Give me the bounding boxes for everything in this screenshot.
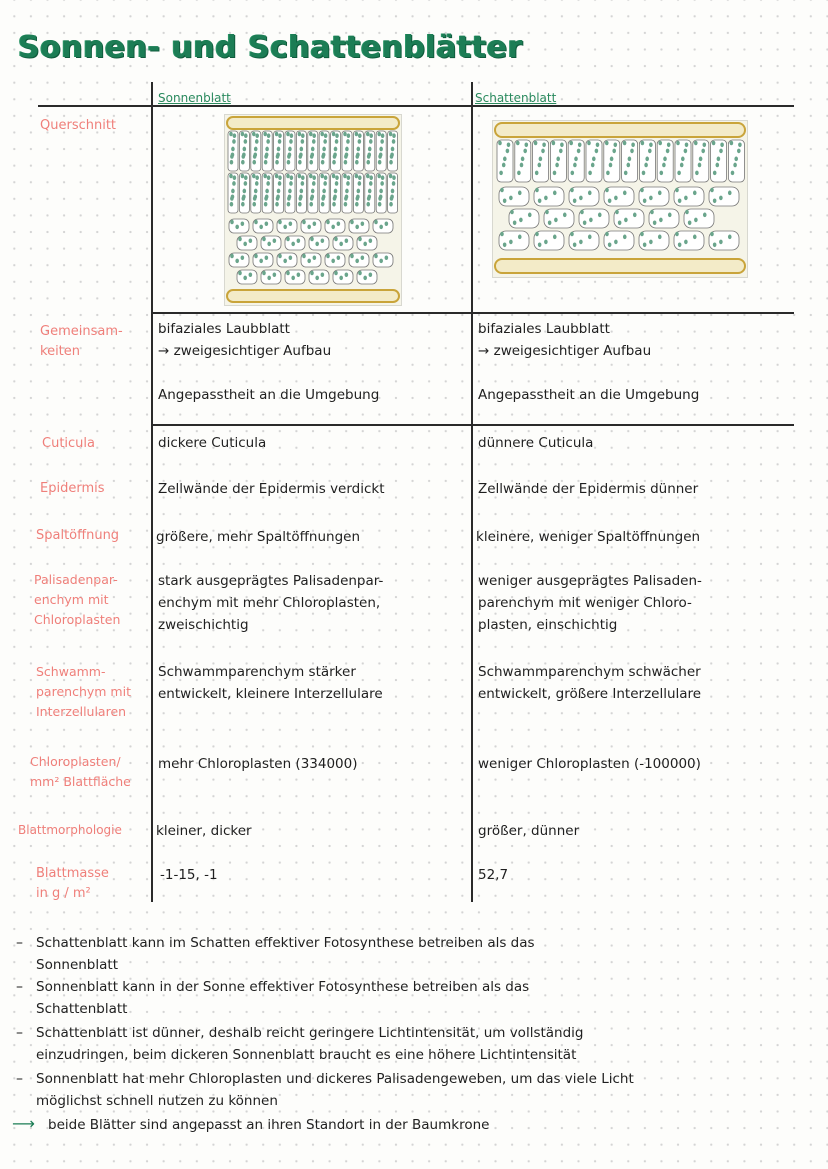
row-label-mass: Blattmasse in g / m² <box>36 866 109 901</box>
row-label-cross-section: Querschnitt <box>40 118 117 133</box>
dash-icon: – <box>16 935 23 951</box>
sun-epidermis: Zellwände der Epidermis verdickt <box>158 481 385 497</box>
row-label-stomata: Spaltöffnung <box>36 528 120 543</box>
shade-common: bifaziales Laubblatt → zweigesichtiger Aufbau Angepasstheit an die Umgebung <box>478 321 700 403</box>
row-divider-cross-section <box>151 312 794 314</box>
shade-epidermis: Zellwände der Epidermis dünner <box>478 481 699 497</box>
row-label-cuticula: Cuticula <box>42 436 95 451</box>
shade-morphology: größer, dünner <box>478 823 580 839</box>
row-label-chloroplasts: Chloroplasten/ mm² Blattfläche <box>30 754 131 789</box>
row-label-palisade: Palisadenpar- enchym mit Chloroplasten <box>34 572 121 627</box>
note-conclusion: beide Blätter sind angepasst an ihren Standort in der Baumkrone <box>48 1117 490 1133</box>
sun-mass: -1-15, -1 <box>160 867 218 883</box>
dash-icon: – <box>16 979 23 995</box>
column-divider-middle <box>471 82 473 902</box>
shade-leaf-cross-section-image <box>492 120 748 278</box>
row-label-morphology: Blattmorphologie <box>18 823 122 837</box>
shade-spongy: Schwammparenchym schwächer entwickelt, größere Interzellulare <box>478 664 702 702</box>
sun-chloroplasts: mehr Chloroplasten (334000) <box>158 756 358 772</box>
sun-morphology: kleiner, dicker <box>156 823 252 839</box>
note-1: Schattenblatt kann im Schatten effektiver Fotosynthese betreiben als das Sonnenblatt <box>36 935 535 973</box>
note-4: Sonnenblatt hat mehr Chloroplasten und dickeres Palisadengeweben, um das viele Licht möglichst schnell nutzen zu können <box>36 1071 634 1109</box>
sun-cuticula: dickere Cuticula <box>158 435 267 451</box>
column-head-shade: Schattenblatt <box>475 91 557 105</box>
dash-icon: – <box>16 1071 23 1087</box>
sun-common: bifaziales Laubblatt → zweigesichtiger Aufbau Angepasstheit an die Umgebung <box>158 321 380 403</box>
row-label-common: Gemeinsam- keiten <box>40 324 123 359</box>
arrow-right-icon: ⟶ <box>12 1114 35 1133</box>
sun-palisade: stark ausgeprägtes Palisadenpar- enchym mit mehr Chloroplasten, zweischichtig <box>158 573 384 633</box>
shade-chloroplasts: weniger Chloroplasten (-100000) <box>478 756 701 772</box>
shade-leaf-illustration <box>493 121 747 277</box>
shade-stomata: kleinere, weniger Spaltöffnungen <box>476 529 701 545</box>
sun-spongy: Schwammparenchym stärker entwickelt, kleinere Interzellulare <box>158 664 383 702</box>
column-divider-left <box>151 82 153 902</box>
sun-leaf-illustration <box>225 115 401 305</box>
row-divider-common <box>151 424 794 426</box>
shade-palisade: weniger ausgeprägtes Palisaden- parenchym mit weniger Chloro- plasten, einschichtig <box>478 573 702 633</box>
row-label-spongy: Schwamm- parenchym mit Interzellularen <box>36 664 131 719</box>
sun-stomata: größere, mehr Spaltöffnungen <box>156 529 361 545</box>
row-label-epidermis: Epidermis <box>40 481 105 496</box>
column-head-sun: Sonnenblatt <box>158 91 231 105</box>
dash-icon: – <box>16 1025 23 1041</box>
shade-cuticula: dünnere Cuticula <box>478 435 594 451</box>
note-2: Sonnenblatt kann in der Sonne effektiver Fotosynthese betreiben als das Schattenblatt <box>36 979 530 1017</box>
shade-mass: 52,7 <box>478 867 509 883</box>
sun-leaf-cross-section-image <box>224 114 402 306</box>
note-3: Schattenblatt ist dünner, deshalb reicht geringere Lichtintensität, um vollständig einzudringen, beim dickeren Sonnenblatt braucht es eine höhere Lichtintensität <box>36 1025 584 1063</box>
page-title: Sonnen- und Schattenblätter <box>18 30 523 65</box>
